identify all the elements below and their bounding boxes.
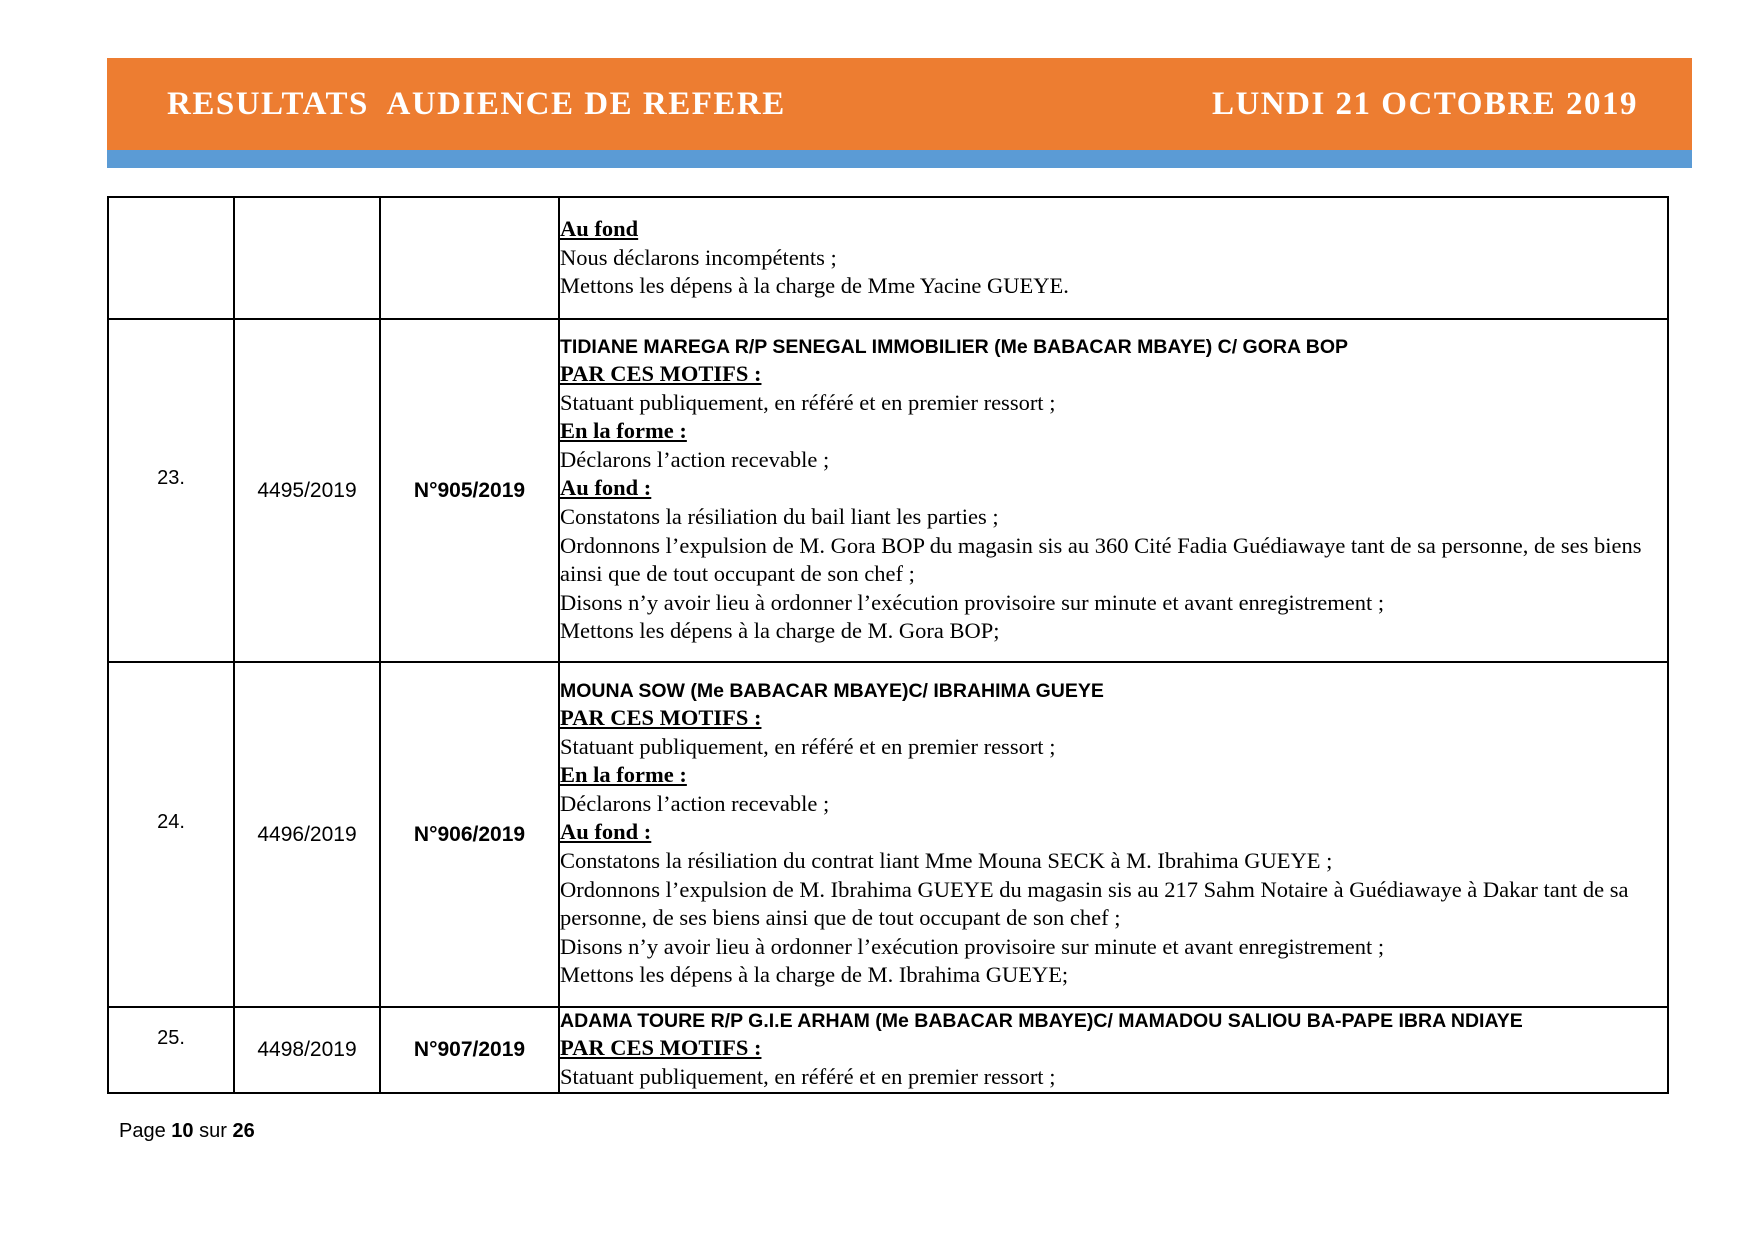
decision-line: Statuant publiquement, en référé et en premier ressort ; (560, 733, 1056, 759)
page-label: Page (119, 1120, 166, 1142)
rg-number (234, 1007, 380, 1093)
ordonnance-number (380, 662, 559, 1007)
decision-cell (559, 1007, 1668, 1093)
case-number-value: 24. (157, 811, 185, 833)
table-row (108, 197, 1668, 319)
decision-section-heading: Au fond (560, 216, 639, 242)
document-title: RESULTATS AUDIENCE DE REFERE (167, 86, 786, 122)
ordonnance-number (380, 319, 559, 662)
case-number (108, 197, 234, 319)
table-row (108, 662, 1668, 1007)
decision-section-heading: Au fond : (560, 819, 652, 845)
decision-section-heading: Au fond : (560, 475, 652, 501)
decision-section-heading: PAR CES MOTIFS : (560, 705, 762, 731)
decision-section-heading: PAR CES MOTIFS : (560, 1034, 762, 1060)
decision-line: Ordonnons l’expulsion de M. Ibrahima GUEYE du magasin sis au 217 Sahm Notaire à Guédiawaye à Dakar tant de sa personne, de ses biens ainsi que de tout occupant de son chef ; (560, 876, 1629, 931)
decision-section-heading: En la forme : (560, 762, 687, 788)
case-number (108, 319, 234, 662)
rg-number (234, 319, 380, 662)
page-number: 10 (171, 1120, 194, 1142)
table-row (108, 319, 1668, 662)
decision-cell (559, 662, 1668, 1007)
page-of-label: sur (199, 1120, 227, 1142)
parties-heading: MOUNA SOW (Me BABACAR MBAYE)C/ IBRAHIMA GUEYE (560, 680, 1104, 703)
decision-line: Déclarons l’action recevable ; (560, 790, 830, 816)
case-number (108, 662, 234, 1007)
decision-line: Mettons les dépens à la charge de M. Gora BOP; (560, 618, 1000, 644)
decision-line: Disons n’y avoir lieu à ordonner l’exécution provisoire sur minute et avant enregistrement ; (560, 589, 1385, 615)
rg-number (234, 662, 380, 1007)
rg-number (234, 197, 380, 319)
case-number (108, 1007, 234, 1093)
page-total: 26 (232, 1120, 255, 1142)
parties-heading: ADAMA TOURE R/P G.I.E ARHAM (Me BABACAR MBAYE)C/ MAMADOU SALIOU BA-PAPE IBRA NDIAYE (560, 1009, 1523, 1032)
decision-cell (559, 319, 1668, 662)
results-table (107, 196, 1669, 1094)
hearing-date: LUNDI 21 OCTOBRE 2019 (1211, 86, 1638, 122)
decision-line: Statuant publiquement, en référé et en premier ressort ; (560, 389, 1056, 415)
ordonnance-number-value: N°906/2019 (413, 822, 526, 846)
case-number-value: 23. (157, 467, 185, 489)
ordonnance-number-value: N°907/2019 (413, 1038, 526, 1061)
decision-line: Mettons les dépens à la charge de M. Ibrahima GUEYE; (560, 962, 1069, 988)
ordonnance-number-value: N°905/2019 (413, 478, 526, 502)
decision-line: Constatons la résiliation du contrat liant Mme Mouna SECK à M. Ibrahima GUEYE ; (560, 848, 1333, 873)
parties-heading: TIDIANE MAREGA R/P SENEGAL IMMOBILIER (Me BABACAR MBAYE) C/ GORA BOP (560, 336, 1348, 359)
decision-line: Constatons la résiliation du bail liant les parties ; (560, 504, 999, 529)
decision-section-heading: En la forme : (560, 418, 687, 444)
table-row (108, 1007, 1668, 1093)
decision-section-heading: PAR CES MOTIFS : (560, 361, 762, 387)
decision-line: Mettons les dépens à la charge de Mme Yacine GUEYE. (560, 273, 1069, 299)
rg-number-value: 4496/2019 (257, 822, 357, 846)
case-number-value: 25. (157, 1026, 185, 1049)
decision-line: Nous déclarons incompétents ; (560, 244, 837, 270)
header-stripe (107, 150, 1692, 168)
ordonnance-number (380, 1007, 559, 1093)
rg-number-value: 4495/2019 (257, 478, 357, 502)
ordonnance-number (380, 197, 559, 319)
decision-line: Ordonnons l’expulsion de M. Gora BOP du magasin sis au 360 Cité Fadia Guédiawaye tant de sa personne, de ses biens ainsi que de tout occupant de son chef ; (560, 532, 1642, 587)
rg-number-value: 4498/2019 (257, 1038, 357, 1061)
decision-line: Disons n’y avoir lieu à ordonner l’exécution provisoire sur minute et avant enregistrement ; (560, 933, 1385, 959)
decision-line: Statuant publiquement, en référé et en premier ressort ; (560, 1063, 1056, 1089)
decision-line: Déclarons l’action recevable ; (560, 446, 830, 472)
decision-cell (559, 197, 1668, 319)
page-footer (119, 1120, 255, 1143)
